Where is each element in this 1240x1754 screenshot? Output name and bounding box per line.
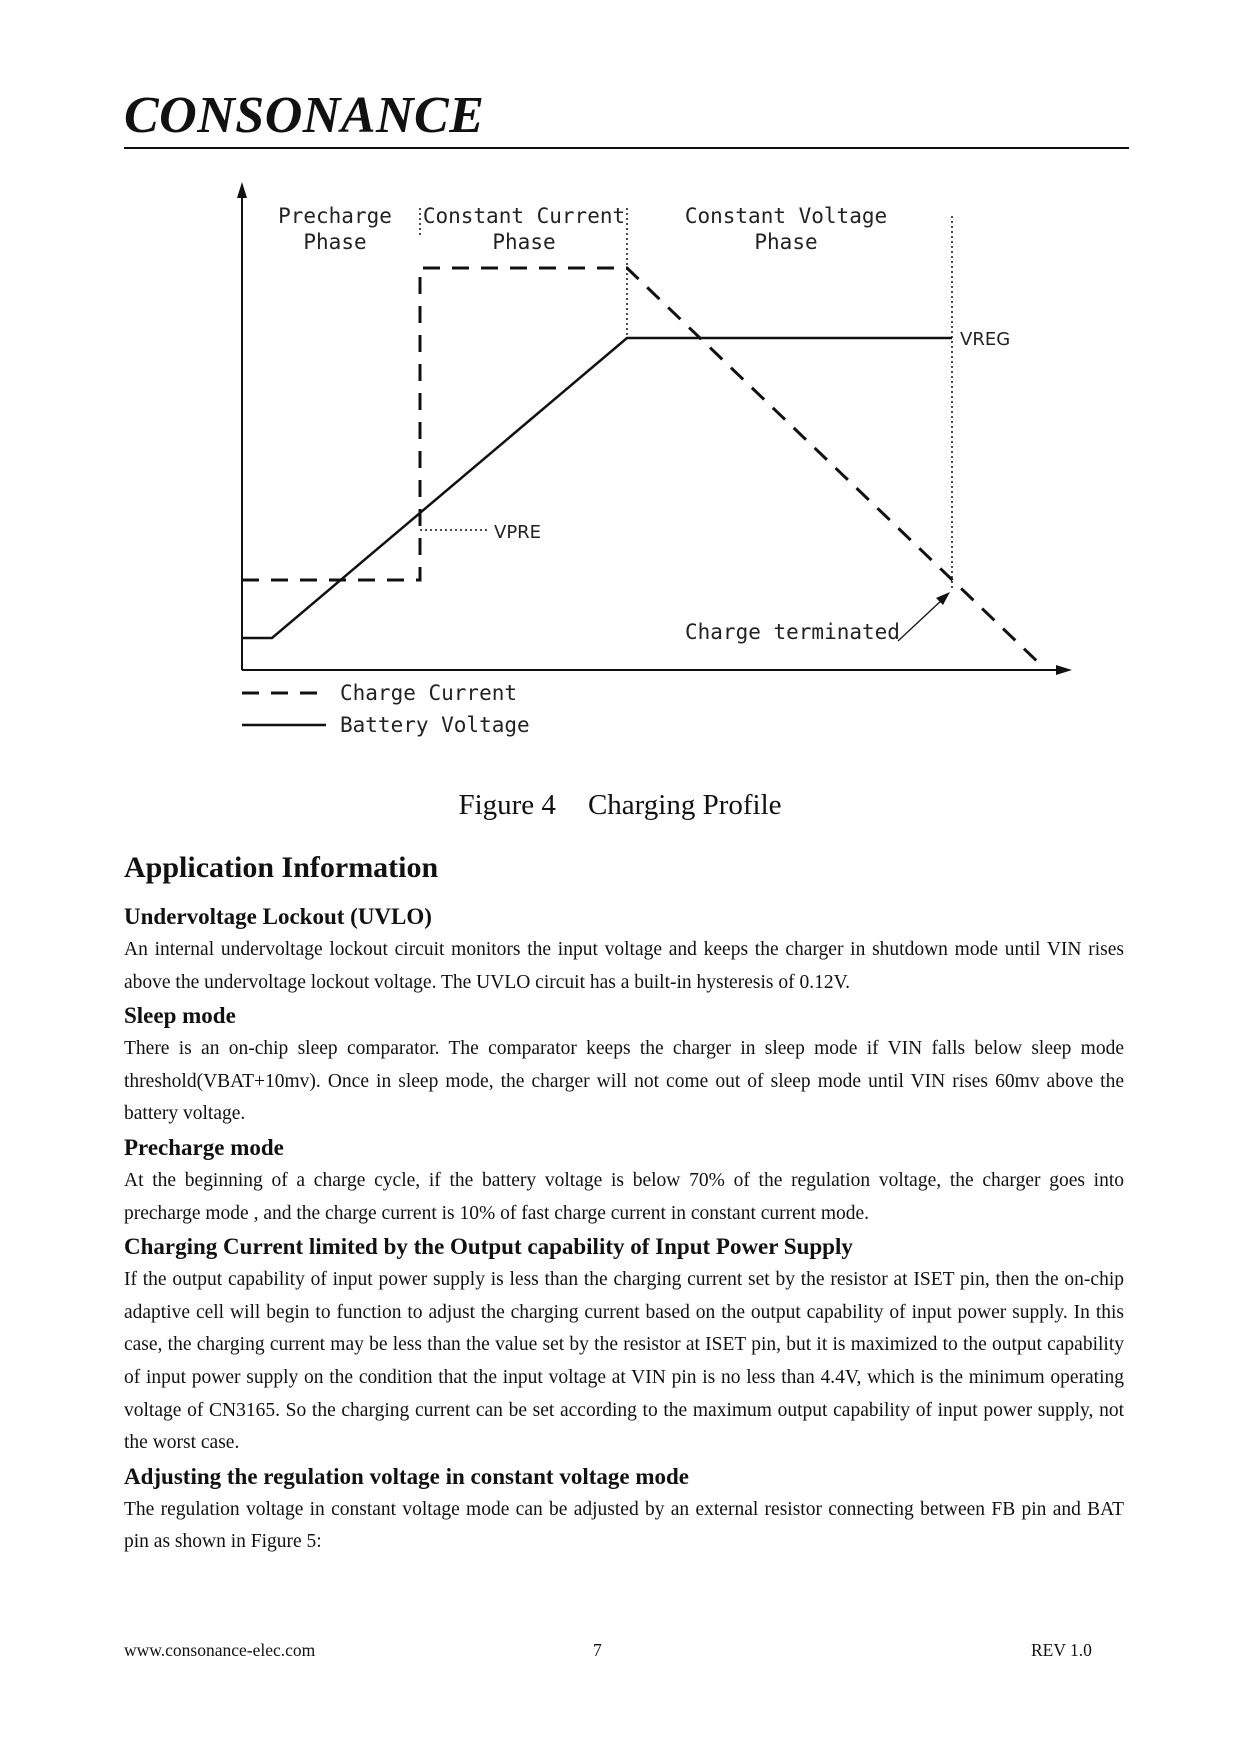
battery-voltage-curve (242, 338, 952, 638)
caption-title: Charging Profile (587, 789, 782, 821)
sleep-mode-body: There is an on-chip sleep comparator. The comparator keeps the charger in sleep mode if VIN falls below sleep mode threshold(VBAT+10mv). Once in sleep mode, the charger will not come out of sleep mode until VIN rises 60mv above the battery voltage. (124, 1038, 1124, 1125)
uvlo-body: An internal undervoltage lockout circuit monitors the input voltage and keeps the charger in shutdown mode until VIN rises above the undervoltage lockout voltage. The UVLO circuit has a built-in hysteresis of 0.12V. (124, 939, 1124, 993)
label-vpre: VPRE (494, 522, 542, 543)
label-cc-phase-1: Constant Current (422, 204, 626, 228)
label-vreg: VREG (960, 329, 1011, 350)
regulation-voltage-body: The regulation voltage in constant voltage mode can be adjusted by an external resistor connecting between FB pin and BAT pin as shown in Figure 5: (124, 1498, 1124, 1553)
label-charge-terminated: Charge terminated (685, 620, 900, 644)
brand-logo: CONSONANCE (124, 87, 485, 144)
header-rule (124, 147, 1129, 149)
termination-arrow-line (898, 598, 944, 641)
sleep-mode-title: Sleep mode (124, 1003, 236, 1029)
figure-caption (0, 789, 1240, 822)
precharge-mode-title: Precharge mode (124, 1134, 284, 1160)
precharge-mode-body: At the beginning of a charge cycle, if the battery voltage is below 70% of the regulation voltage, the charger goes into precharge mode , and the charge current is 10% of fast charge current in constant current mode. (124, 1169, 1124, 1224)
label-cv-phase-1: Constant Voltage (684, 204, 888, 228)
x-axis-arrow (1056, 665, 1072, 675)
main-content (124, 850, 1124, 1559)
legend-battery-voltage: Battery Voltage (340, 713, 530, 737)
label-cc-phase-2: Phase (492, 230, 556, 254)
y-axis-arrow (237, 182, 247, 198)
section-heading: Application Information (124, 851, 439, 884)
footer-page-number: 7 (593, 1640, 602, 1660)
footer-website[interactable]: www.consonance-elec.com (124, 1640, 316, 1660)
footer-revision: REV 1.0 (1031, 1640, 1092, 1660)
label-precharge-phase-1: Precharge (278, 204, 392, 228)
label-cv-phase-2: Phase (754, 230, 818, 254)
label-precharge-phase-2: Phase (303, 230, 367, 254)
current-limit-body: If the output capability of input power supply is less than the charging current set by the resistor at ISET pin, then the on-chip adaptive cell will begin to function to adjust the charging current based on the output capability of input power supply. In this case, the charging current may be less than the value set by the resistor at ISET pin, but it is maximized to the output capability of input power supply on the condition that the input voltage at VIN pin is no less than 4.4V, which is the minimum operating voltage of CN3165. So the charging current can be set according to the maximum output capability of input power supply, not the worst case. (124, 1269, 1124, 1454)
charge-current-curve (242, 268, 1042, 666)
uvlo-title: Undervoltage Lockout (UVLO) (124, 904, 432, 929)
charging-profile-figure (230, 178, 1080, 748)
regulation-voltage-title: Adjusting the regulation voltage in constant voltage mode (124, 1463, 689, 1489)
legend-charge-current: Charge Current (340, 681, 518, 705)
caption-number: Figure 4 (458, 789, 556, 821)
current-limit-title: Charging Current limited by the Output capability of Input Power Supply (124, 1234, 853, 1260)
